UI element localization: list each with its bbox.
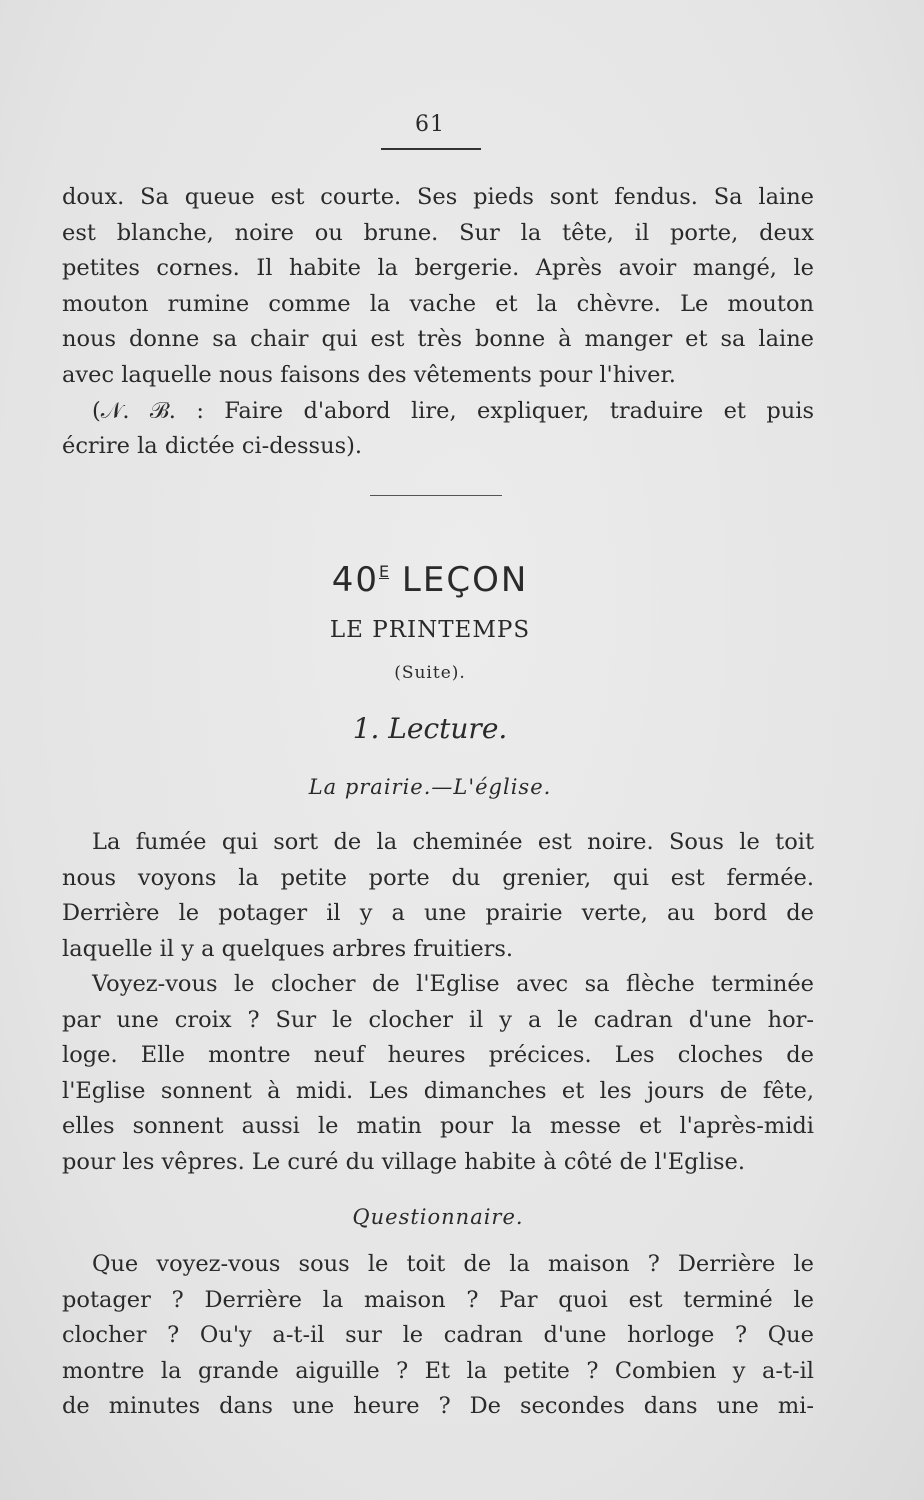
dictation-line: doux. Sa queue est courte. Ses pieds sont fendus. Sa laine bbox=[62, 184, 814, 210]
dictation-line: mouton rumine comme la vache et la chèvre. Le mouton bbox=[62, 290, 814, 317]
reading-line: loge. Elle montre neuf heures précices. Les cloches de bbox=[62, 1042, 814, 1069]
question-line: potager ? Derrière la maison ? Par quoi est terminé le bbox=[62, 1286, 814, 1313]
reading-subheading: La prairie.—L'église. bbox=[308, 775, 552, 799]
lesson-number-suffix: E bbox=[378, 562, 390, 581]
section-divider bbox=[370, 495, 502, 496]
reading-line: Voyez-vous le clocher de l'Eglise avec sa flèche terminée bbox=[92, 971, 814, 997]
reading-line: pour les vêpres. Le curé du village habite à côté de l'Eglise. bbox=[62, 1148, 745, 1175]
dictation-line: petites cornes. Il habite la bergerie. Après avoir mangé, le bbox=[62, 255, 814, 282]
dictation-text bbox=[62, 180, 814, 465]
reading-paragraph-1 bbox=[62, 825, 814, 967]
question-line: clocher ? Ou'y a-t-il sur le cadran d'une horloge ? Que bbox=[62, 1322, 814, 1349]
header-rule bbox=[381, 148, 481, 150]
reading-line: l'Eglise sonnent à midi. Les dimanches et les jours de fête, bbox=[62, 1077, 814, 1104]
reading-line: laquelle il y a quelques arbres fruitiers. bbox=[62, 935, 514, 962]
reading-line: par une croix ? Sur le clocher il y a le cadran d'une hor- bbox=[62, 1006, 814, 1033]
reading-line: Derrière le potager il y a une prairie verte, au bord de bbox=[62, 900, 814, 927]
question-line: Que voyez-vous sous le toit de la maison ? Derrière le bbox=[92, 1251, 814, 1277]
lesson-word: LEÇON bbox=[401, 560, 529, 600]
reading-paragraph-2 bbox=[62, 967, 814, 1181]
lesson-suite: (Suite). bbox=[394, 663, 466, 683]
reading-heading: 1. Lecture. bbox=[352, 712, 508, 745]
reading-line: elles sonnent aussi le matin pour la messe et l'après-midi bbox=[62, 1113, 814, 1140]
dictation-line: nous donne sa chair qui est très bonne à manger et sa laine bbox=[62, 326, 814, 353]
note-line: écrire la dictée ci-dessus). bbox=[62, 433, 363, 460]
reading-line: nous voyons la petite porte du grenier, qui est fermée. bbox=[62, 864, 814, 891]
reading-line: La fumée qui sort de la cheminée est noire. Sous le toit bbox=[92, 829, 814, 855]
lesson-number: 40 bbox=[331, 560, 379, 600]
lesson-title bbox=[0, 560, 860, 600]
dictation-line: avec laquelle nous faisons des vêtements pour l'hiver. bbox=[62, 361, 676, 388]
questionnaire-heading: Questionnaire. bbox=[352, 1205, 524, 1229]
question-line: montre la grande aiguille ? Et la petite ? Combien y a-t-il bbox=[62, 1357, 814, 1384]
lesson-subtitle: LE PRINTEMPS bbox=[329, 617, 531, 643]
questionnaire-text bbox=[62, 1247, 814, 1425]
page-number: 61 bbox=[415, 112, 445, 137]
note-line: (𝒩. ℬ. : Faire d'abord lire, expliquer, traduire et puis bbox=[92, 397, 814, 424]
dictation-line: est blanche, noire ou brune. Sur la tête, il porte, deux bbox=[62, 219, 814, 246]
question-line: de minutes dans une heure ? De secondes dans une mi- bbox=[62, 1393, 814, 1420]
